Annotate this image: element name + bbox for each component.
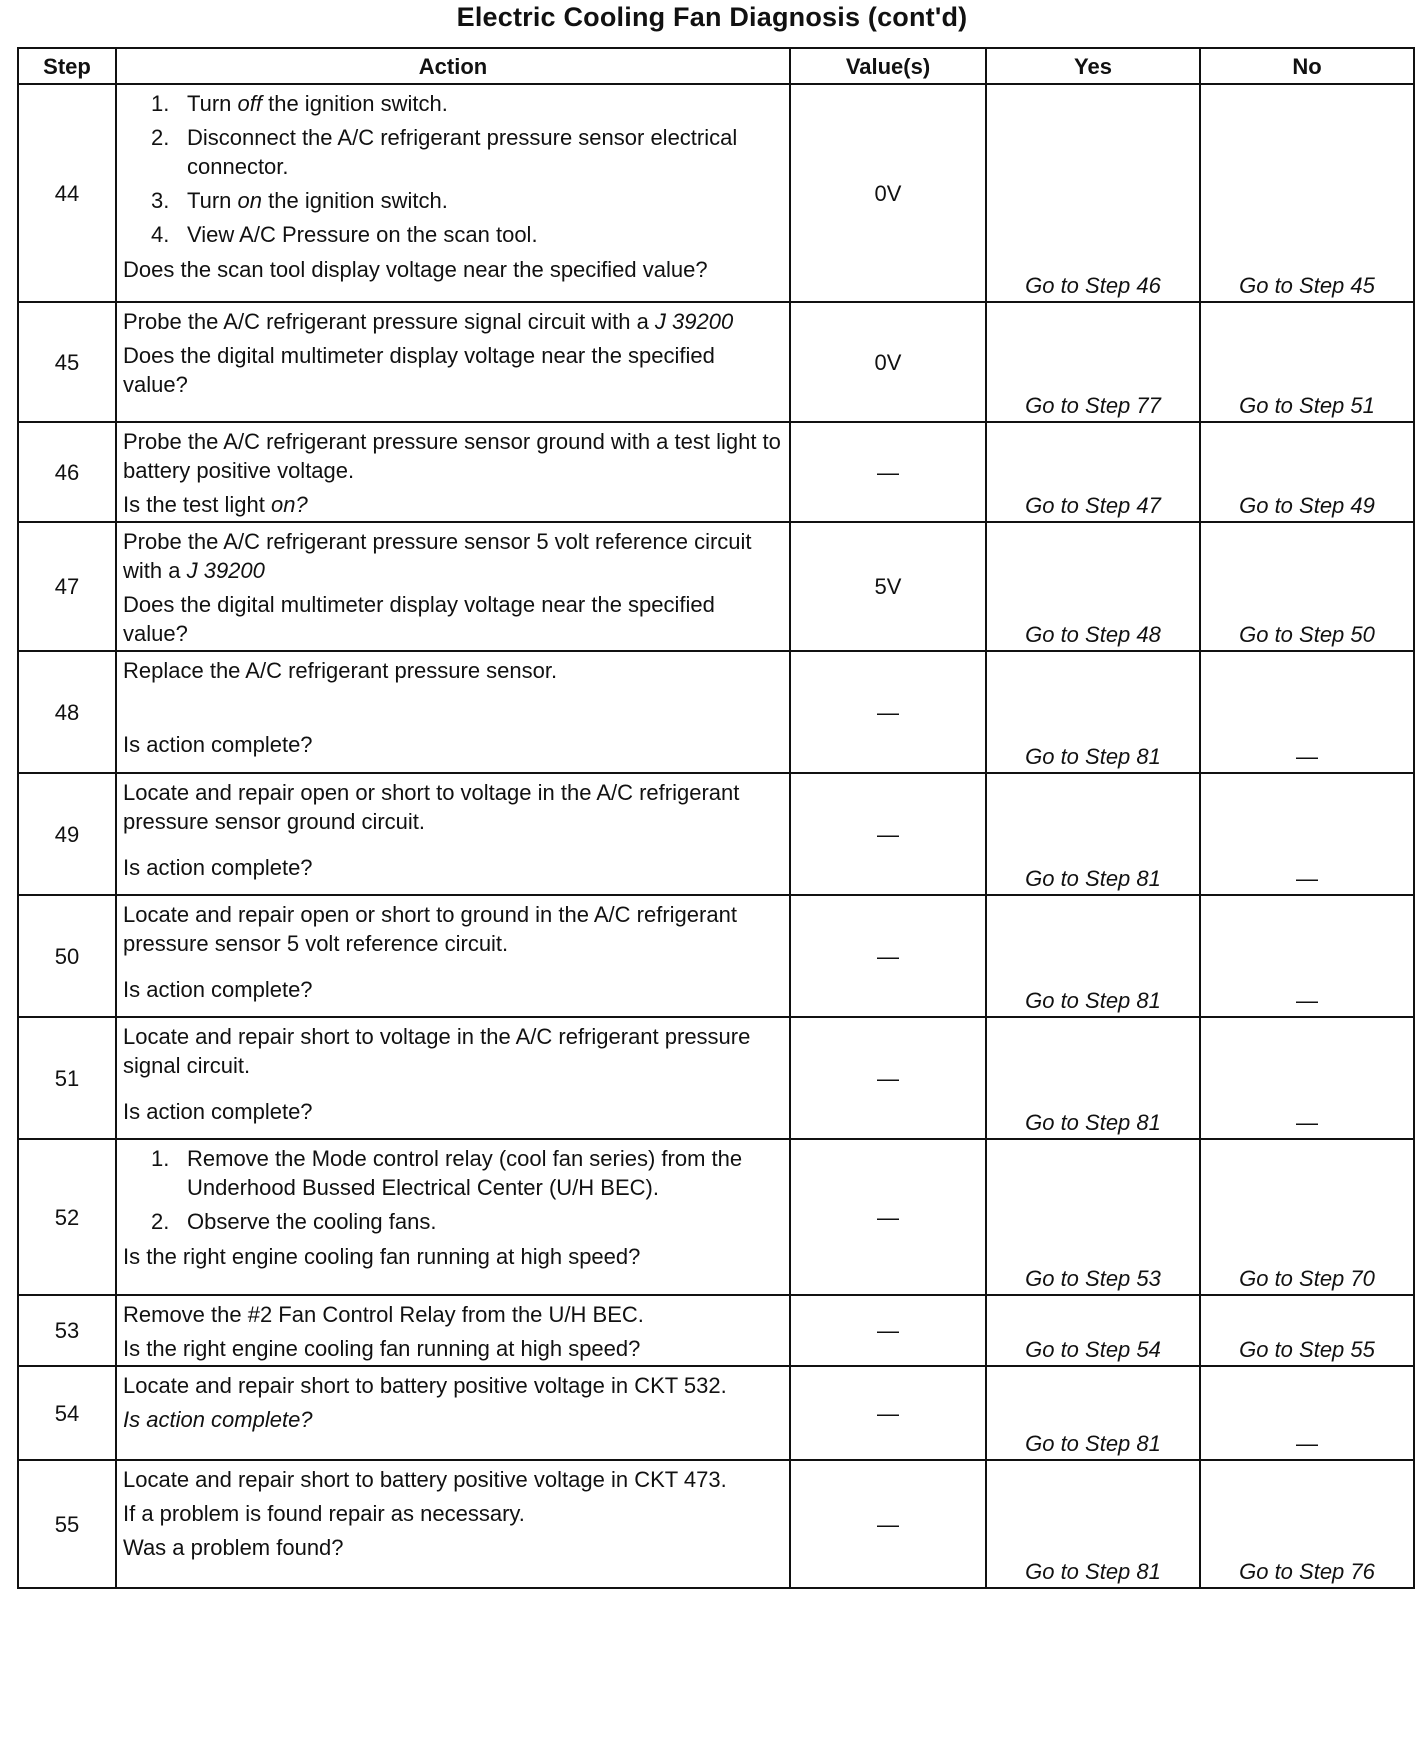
value-cell: — <box>790 1366 986 1460</box>
action-text: Locate and repair short to voltage in the A/C refrigerant pressure signal circuit. <box>123 1024 751 1078</box>
list-item: 3. Turn on the ignition switch. <box>151 188 448 213</box>
action-question: Is action complete? <box>123 1407 313 1432</box>
value-cell: — <box>790 895 986 1017</box>
table-row <box>18 1017 1414 1139</box>
action-cell <box>116 84 790 302</box>
list-item: 1. Turn off the ignition switch. <box>151 91 448 116</box>
table-row <box>18 1295 1414 1366</box>
value-cell: — <box>790 1139 986 1295</box>
header-no: No <box>1200 48 1414 84</box>
step-number: 44 <box>18 84 116 302</box>
value-cell: — <box>790 651 986 773</box>
value-cell: — <box>790 422 986 522</box>
action-cell <box>116 1460 790 1588</box>
yes-cell: Go to Step 81 <box>986 773 1200 895</box>
value-cell: — <box>790 1017 986 1139</box>
step-number: 55 <box>18 1460 116 1588</box>
step-number: 46 <box>18 422 116 522</box>
value-cell: 0V <box>790 302 986 422</box>
action-cell <box>116 1295 790 1366</box>
action-text: Probe the A/C refrigerant pressure sensor 5 volt reference circuit with a J 39200 <box>123 529 752 583</box>
yes-cell: Go to Step 47 <box>986 422 1200 522</box>
yes-cell: Go to Step 48 <box>986 522 1200 651</box>
yes-cell: Go to Step 81 <box>986 651 1200 773</box>
action-list <box>123 1144 783 1236</box>
table-row <box>18 422 1414 522</box>
no-cell: Go to Step 45 <box>1200 84 1414 302</box>
yes-cell: Go to Step 81 <box>986 1366 1200 1460</box>
action-question: Does the digital multimeter display voltage near the specified value? <box>123 343 715 397</box>
table-row <box>18 1139 1414 1295</box>
step-number: 52 <box>18 1139 116 1295</box>
action-question: Is action complete? <box>123 977 313 1002</box>
list-item: 2. Observe the cooling fans. <box>151 1209 437 1234</box>
table-row <box>18 1460 1414 1588</box>
step-number: 50 <box>18 895 116 1017</box>
table-row <box>18 895 1414 1017</box>
no-cell: Go to Step 51 <box>1200 302 1414 422</box>
table-row <box>18 522 1414 651</box>
action-question: Does the scan tool display voltage near the specified value? <box>123 257 708 282</box>
list-item: 4. View A/C Pressure on the scan tool. <box>151 222 538 247</box>
action-cell <box>116 422 790 522</box>
action-text: Locate and repair open or short to ground in the A/C refrigerant pressure sensor 5 volt reference circuit. <box>123 902 737 956</box>
action-cell <box>116 522 790 651</box>
table-row <box>18 84 1414 302</box>
table-row <box>18 651 1414 773</box>
no-cell: — <box>1200 1017 1414 1139</box>
action-cell <box>116 1139 790 1295</box>
action-text: Locate and repair open or short to voltage in the A/C refrigerant pressure sensor ground circuit. <box>123 780 740 834</box>
diagnosis-table <box>17 47 1415 1589</box>
header-step: Step <box>18 48 116 84</box>
action-cell <box>116 895 790 1017</box>
action-question: Is action complete? <box>123 732 313 757</box>
action-text: If a problem is found repair as necessary. <box>123 1501 525 1526</box>
header-action: Action <box>116 48 790 84</box>
yes-cell: Go to Step 81 <box>986 1460 1200 1588</box>
table-header-row <box>18 48 1414 84</box>
action-cell <box>116 302 790 422</box>
action-list <box>123 89 783 249</box>
action-cell <box>116 1366 790 1460</box>
action-question: Is action complete? <box>123 855 313 880</box>
value-cell: — <box>790 773 986 895</box>
step-number: 54 <box>18 1366 116 1460</box>
action-question: Is the right engine cooling fan running at high speed? <box>123 1336 641 1361</box>
action-text: Remove the #2 Fan Control Relay from the U/H BEC. <box>123 1302 644 1327</box>
table-row <box>18 302 1414 422</box>
page-title: Electric Cooling Fan Diagnosis (cont'd) <box>456 2 968 32</box>
step-number: 53 <box>18 1295 116 1366</box>
table-row <box>18 773 1414 895</box>
no-cell: — <box>1200 1366 1414 1460</box>
no-cell: Go to Step 50 <box>1200 522 1414 651</box>
no-cell: — <box>1200 651 1414 773</box>
yes-cell: Go to Step 81 <box>986 895 1200 1017</box>
value-cell: — <box>790 1295 986 1366</box>
action-text: Probe the A/C refrigerant pressure signal circuit with a J 39200 <box>123 309 734 334</box>
table-row <box>18 1366 1414 1460</box>
step-number: 45 <box>18 302 116 422</box>
step-number: 51 <box>18 1017 116 1139</box>
no-cell: Go to Step 76 <box>1200 1460 1414 1588</box>
action-text: Locate and repair short to battery positive voltage in CKT 532. <box>123 1373 727 1398</box>
yes-cell: Go to Step 46 <box>986 84 1200 302</box>
action-cell <box>116 1017 790 1139</box>
yes-cell: Go to Step 81 <box>986 1017 1200 1139</box>
action-question: Does the digital multimeter display voltage near the specified value? <box>123 592 715 646</box>
no-cell: — <box>1200 773 1414 895</box>
list-item: 2. Disconnect the A/C refrigerant pressure sensor electrical connector. <box>151 125 738 179</box>
no-cell: — <box>1200 895 1414 1017</box>
yes-cell: Go to Step 77 <box>986 302 1200 422</box>
action-text: Locate and repair short to battery positive voltage in CKT 473. <box>123 1467 727 1492</box>
value-cell: 5V <box>790 522 986 651</box>
no-cell: Go to Step 55 <box>1200 1295 1414 1366</box>
no-cell: Go to Step 70 <box>1200 1139 1414 1295</box>
action-question: Is action complete? <box>123 1099 313 1124</box>
action-text: Probe the A/C refrigerant pressure sensor ground with a test light to battery positive voltage. <box>123 429 781 483</box>
action-question: Was a problem found? <box>123 1535 344 1560</box>
step-number: 48 <box>18 651 116 773</box>
step-number: 49 <box>18 773 116 895</box>
yes-cell: Go to Step 53 <box>986 1139 1200 1295</box>
list-item: 1. Remove the Mode control relay (cool fan series) from the Underhood Bussed Electrical Center (U/H BEC). <box>151 1146 743 1200</box>
action-question: Is the right engine cooling fan running at high speed? <box>123 1244 641 1269</box>
value-cell: 0V <box>790 84 986 302</box>
step-number: 47 <box>18 522 116 651</box>
action-text: Replace the A/C refrigerant pressure sensor. <box>123 658 558 683</box>
action-question: Is the test light on? <box>123 492 308 517</box>
yes-cell: Go to Step 54 <box>986 1295 1200 1366</box>
header-values: Value(s) <box>790 48 986 84</box>
value-cell: — <box>790 1460 986 1588</box>
no-cell: Go to Step 49 <box>1200 422 1414 522</box>
header-yes: Yes <box>986 48 1200 84</box>
action-cell <box>116 773 790 895</box>
action-cell <box>116 651 790 773</box>
